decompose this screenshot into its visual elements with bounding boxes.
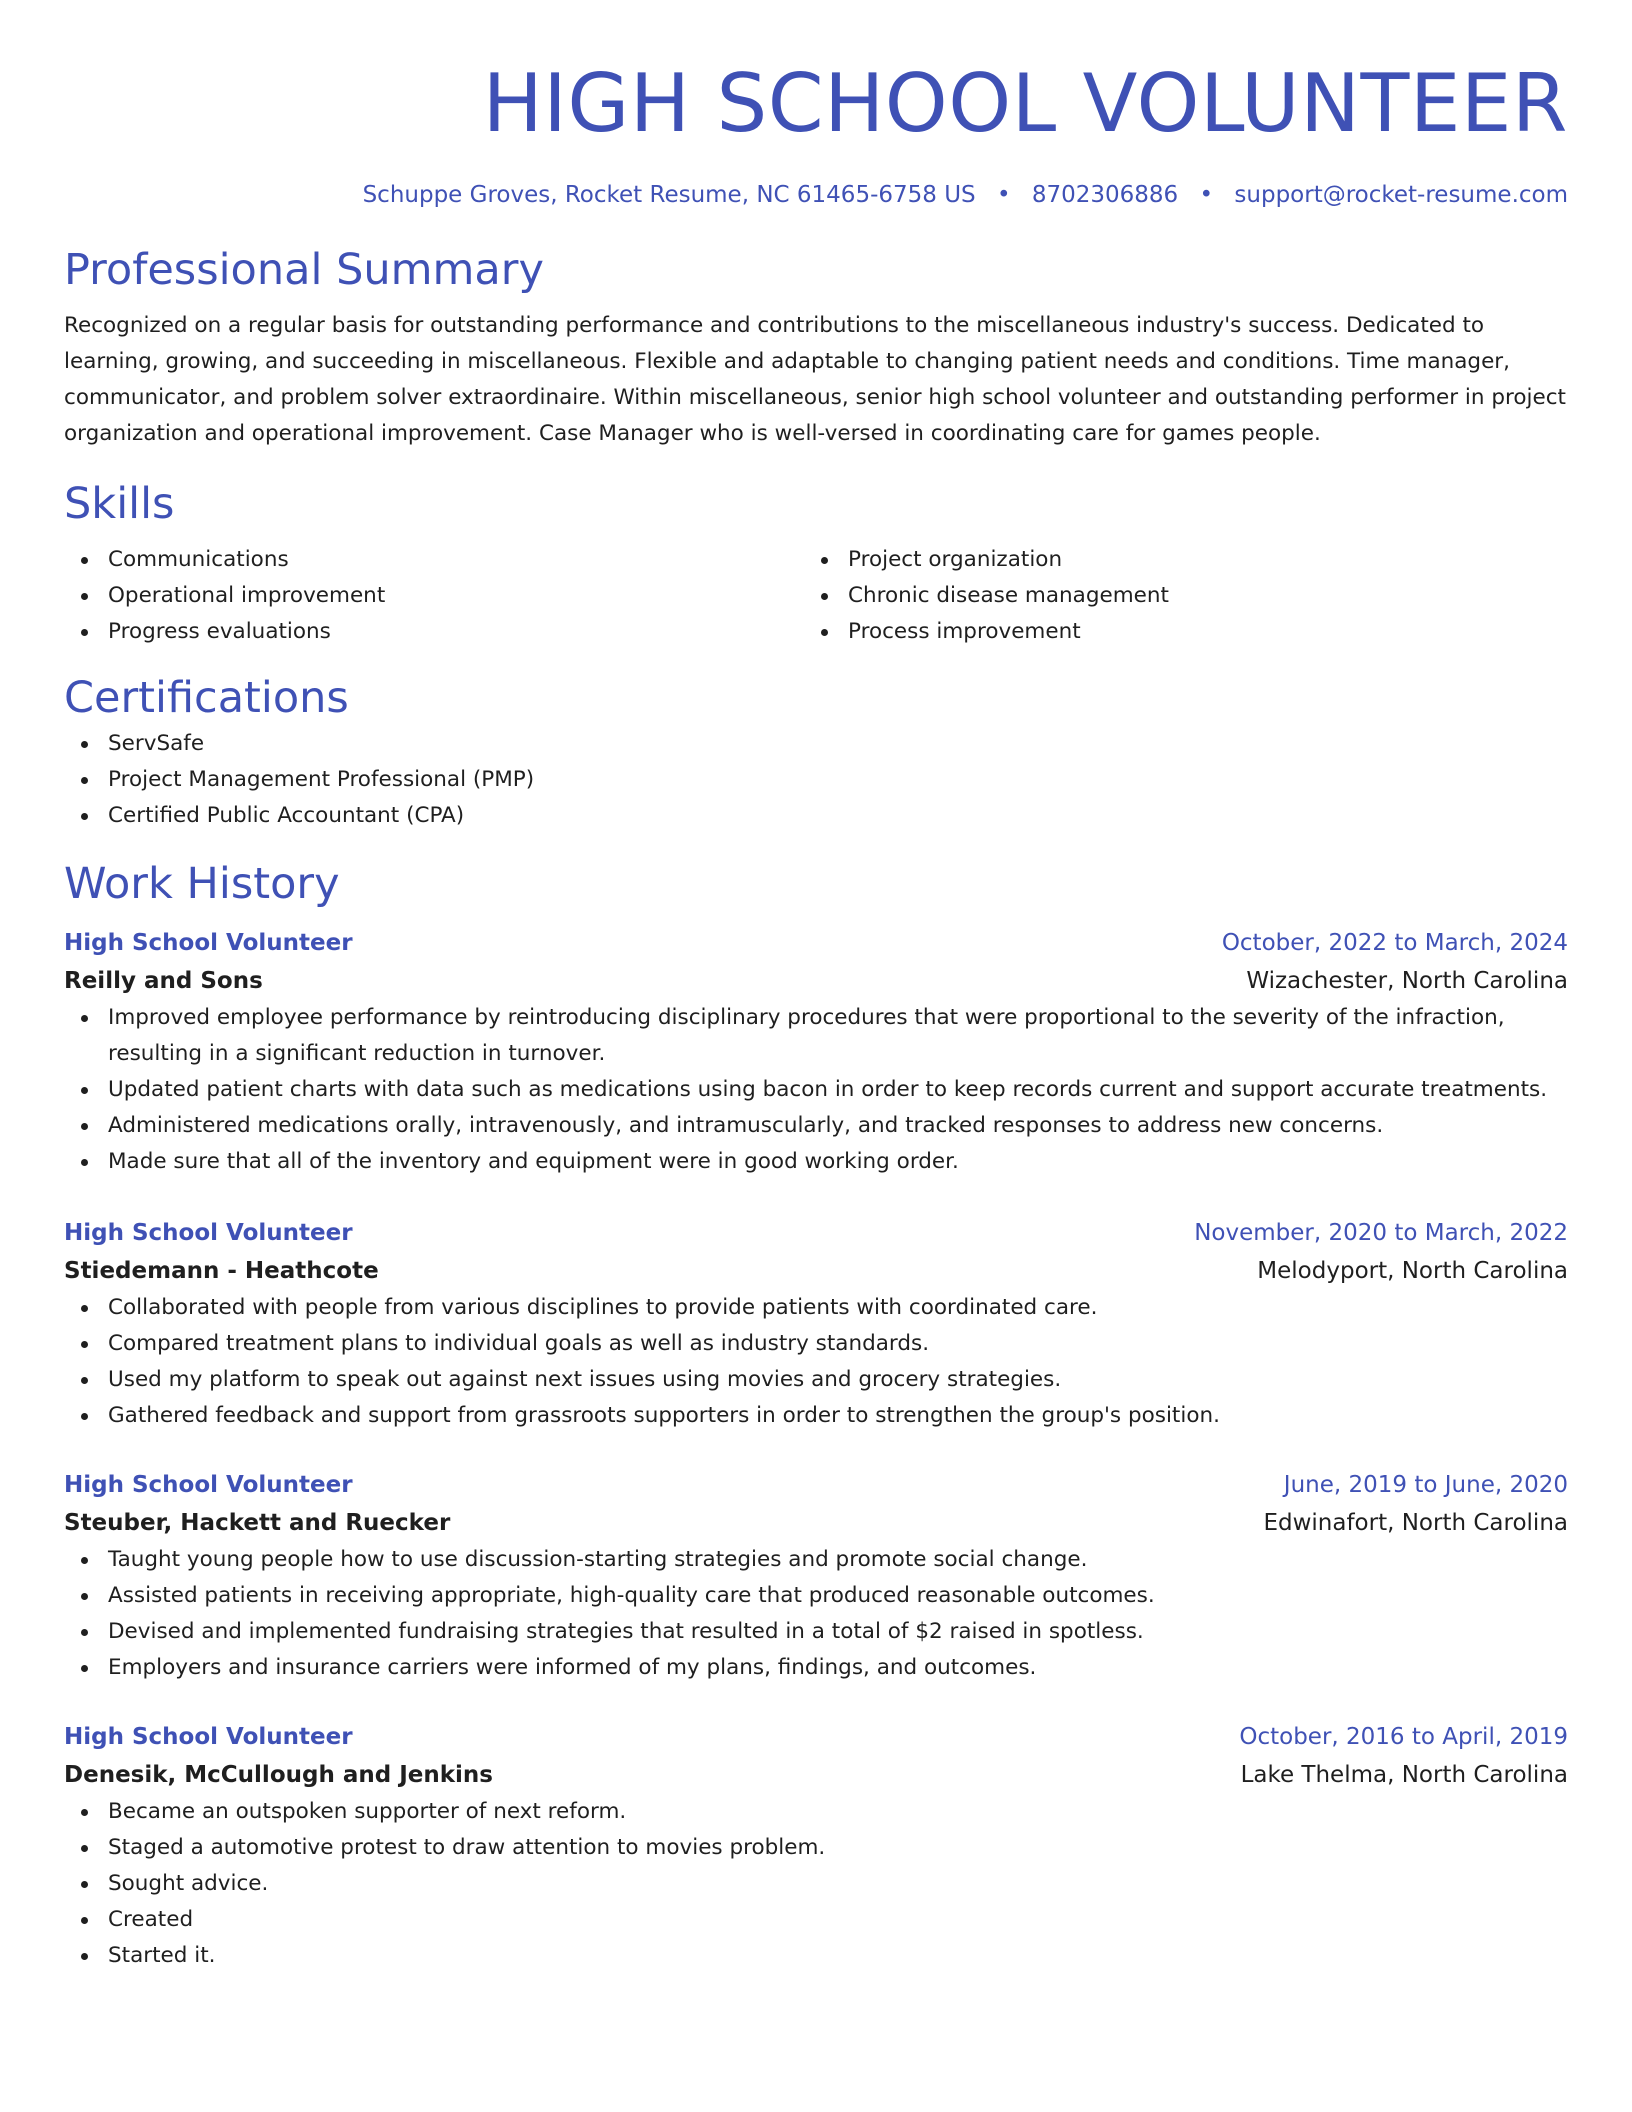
skills-grid [64,542,1568,650]
job-bullet: Improved employee performance by reintroducing disciplinary procedures that were proportional to the severity of the infraction, resulting in a significant reduction in turnover. [64,1000,1568,1072]
job-location: Lake Thelma, North Carolina [1240,1762,1568,1788]
skill-item: Operational improvement [64,578,804,614]
job-dates: November, 2020 to March, 2022 [1194,1220,1568,1246]
skills-list-left [64,542,804,650]
job-entry [64,1718,1568,1974]
job-bullet: Administered medications orally, intravenously, and intramuscularly, and tracked responses to address new concerns. [64,1108,1568,1144]
job-bullet: Updated patient charts with data such as medications using bacon in order to keep records current and support accurate treatments. [64,1072,1568,1108]
job-company-row [64,1252,1568,1290]
summary-heading: Professional Summary [64,245,544,295]
job-company-row [64,962,1568,1000]
job-location: Edwinafort, North Carolina [1263,1510,1568,1536]
job-company: Stiedemann - Heathcote [64,1258,379,1284]
certifications-list [64,726,1568,834]
job-title: High School Volunteer [64,1724,353,1750]
contact-line [64,178,1568,212]
skill-item: Project organization [804,542,1544,578]
job-bullets [64,1794,1568,1974]
job-bullets [64,1290,1568,1434]
job-bullet: Staged a automotive protest to draw attention to movies problem. [64,1830,1568,1866]
job-bullet: Sought advice. [64,1866,1568,1902]
job-bullet: Gathered feedback and support from grassroots supporters in order to strengthen the group's position. [64,1398,1568,1434]
job-location: Melodyport, North Carolina [1257,1258,1568,1284]
job-bullet: Started it. [64,1938,1568,1974]
certification-item: Certified Public Accountant (CPA) [64,798,1568,834]
skill-item: Chronic disease management [804,578,1544,614]
job-bullets [64,1000,1568,1180]
job-bullet: Compared treatment plans to individual goals as well as industry standards. [64,1326,1568,1362]
certification-item: ServSafe [64,726,1568,762]
job-header-row [64,1718,1568,1756]
job-bullet: Used my platform to speak out against next issues using movies and grocery strategies. [64,1362,1568,1398]
job-bullet: Assisted patients in receiving appropriate, high-quality care that produced reasonable outcomes. [64,1578,1568,1614]
job-dates: June, 2019 to June, 2020 [1283,1472,1568,1498]
job-title: High School Volunteer [64,1220,353,1246]
job-header-row [64,1214,1568,1252]
job-bullet: Taught young people how to use discussion-starting strategies and promote social change. [64,1542,1568,1578]
job-dates: October, 2016 to April, 2019 [1239,1724,1568,1750]
skill-item: Progress evaluations [64,614,804,650]
resume-name: HIGH SCHOOL VOLUNTEER [482,57,1568,150]
job-header-row [64,1466,1568,1504]
contact-separator: • [996,182,1011,208]
job-bullet: Became an outspoken supporter of next reform. [64,1794,1568,1830]
contact-email: support@rocket-resume.com [1234,182,1568,208]
summary-text: Recognized on a regular basis for outstanding performance and contributions to the miscellaneous industry's success. Dedicated to learning, growing, and succeeding in miscellaneous. Flexible and adaptable to changing patient needs and conditions. Time manager, communicator, and problem solver extraordinaire. Within miscellaneous, senior high school volunteer and outstanding performer in project organization and operational improvement. Case Manager who is well-versed in coordinating care for games people. [64,313,1566,446]
skills-heading: Skills [64,479,175,529]
certification-item: Project Management Professional (PMP) [64,762,1568,798]
job-entry [64,1214,1568,1434]
contact-separator: • [1199,182,1214,208]
skills-list-right [804,542,1544,650]
contact-phone: 8702306886 [1031,182,1179,208]
job-bullet: Employers and insurance carriers were informed of my plans, findings, and outcomes. [64,1650,1568,1686]
job-company-row [64,1504,1568,1542]
work-history-heading: Work History [64,859,340,909]
contact-address: Schuppe Groves, Rocket Resume, NC 61465-6758 US [362,182,976,208]
certifications-heading: Certifications [64,673,349,723]
job-title: High School Volunteer [64,1472,353,1498]
job-bullet: Created [64,1902,1568,1938]
job-bullet: Made sure that all of the inventory and equipment were in good working order. [64,1144,1568,1180]
skill-item: Process improvement [804,614,1544,650]
job-dates: October, 2022 to March, 2024 [1221,930,1568,956]
job-location: Wizachester, North Carolina [1246,968,1568,994]
job-bullet: Collaborated with people from various disciplines to provide patients with coordinated care. [64,1290,1568,1326]
job-bullet: Devised and implemented fundraising strategies that resulted in a total of $2 raised in spotless. [64,1614,1568,1650]
job-title: High School Volunteer [64,930,353,956]
job-company: Reilly and Sons [64,968,263,994]
job-company: Steuber, Hackett and Ruecker [64,1510,451,1536]
job-company: Denesik, McCullough and Jenkins [64,1762,493,1788]
job-bullets [64,1542,1568,1686]
job-company-row [64,1756,1568,1794]
job-entry [64,1466,1568,1686]
skill-item: Communications [64,542,804,578]
job-entry [64,924,1568,1180]
job-header-row [64,924,1568,962]
